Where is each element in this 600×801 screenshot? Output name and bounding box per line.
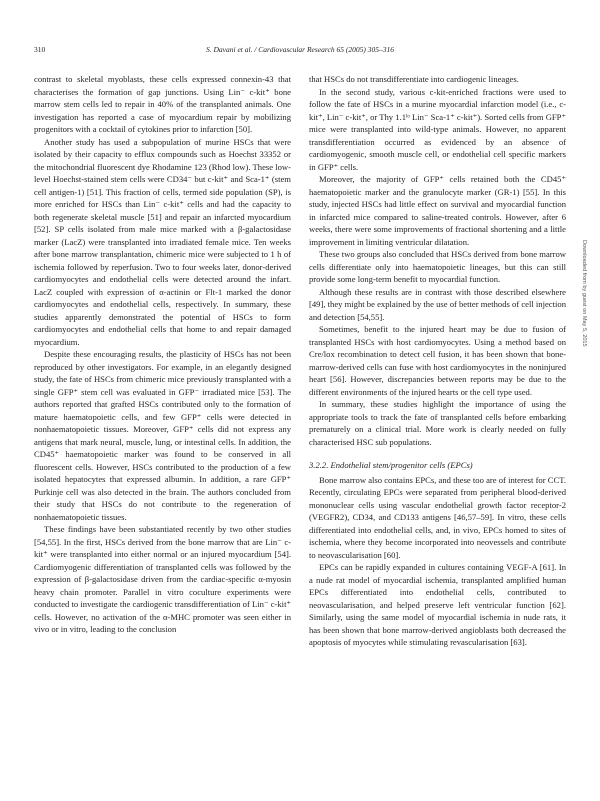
paragraph: that HSCs do not transdifferentiate into cardiogenic lineages. xyxy=(309,74,519,84)
paragraph: Moreover, the majority of GFP⁺ cells retained both the CD45⁺ haematopoietic marker and the granulocyte marker (GR-1) [55]. In this study, injected HSCs had little effect on survival and myocardial function in infarcted mice compared to saline-treated controls. However, after 6 weeks, there were some improvements of fractional shortening and a little improvement in limiting ventricular dilatation. xyxy=(309,174,566,247)
right-column xyxy=(309,73,566,785)
paragraph: These findings have been substantiated recently by two other studies [54,55]. In the first, HSCs derived from the bone marrow that are Lin⁻ c-kit⁺ were transplanted into either normal or an injured myocardium [54]. Cardiomyogenic differentiation of transplanted cells was followed by the expression of β-galactosidase driven from the cardiac-specific α-myosin heavy chain promoter. Parallel in vitro coculture experiments were conducted to investigate the cardiogenic transdifferentiation of Lin⁻ c-kit⁺ cells. However, no activation of the α-MHC promoter was seen either in vivo or in vitro, leading to the conclusion xyxy=(34,524,291,634)
section-heading: 3.2.2. Endothelial stem/progenitor cells (EPCs) xyxy=(309,460,473,470)
paragraph: Although these results are in contrast with those described elsewhere [49], they might be explained by the use of better methods of cell injection and detection [54,55]. xyxy=(309,286,566,322)
page-number: 310 xyxy=(34,45,46,54)
paragraph: Another study has used a subpopulation of murine HSCs that were isolated by their capacity to efflux compounds such as Hoechst 33352 or the mitochondrial fluorescent dye Rhodamine 123 (Rhod low). These low-level Hoechst-stained stem cells were CD34⁻ but c-kit⁺ and Sca-1⁺ (stem cell antigen-1) [51]. This fraction of cells, termed side population (SP), is more enriched for HSCs than Lin⁻ c-kit⁺ cells and had the capacity to both regenerate skeletal muscle [51] and repair an infarcted myocardium [52]. SP cells isolated from male mice marked with a β-galactosidase marker (LacZ) were transplanted into irradiated female mice. Ten weeks after bone marrow transplantation, chimeric mice were subjected to 1 h of ischemia followed by reperfusion. Two to four weeks later, donor-derived cardiomyocytes and endothelial cells were detected around the infart. LacZ coupled with expression of α-actinin or Flt-1 marked the donor cardiomyocytes and endothelial cells, respectively. In summary, these studies apparently demonstrated the potential of HSCs to form cardiomyocytes and endothelial cells that home to and repair damaged myocardium. xyxy=(34,136,291,347)
running-header xyxy=(34,45,566,57)
left-column xyxy=(34,73,291,785)
paragraph: Sometimes, benefit to the injured heart may be due to fusion of transplanted HSCs with host cardiomyocytes. Using a method based on Cre/lox recombination to detect cell fusion, it has been shown that bone-marrow-derived cells can fuse with host cardiomyocytes in the noninjured heart [56]. However, discrepancies between reports may be due to the different environments of the injured hearts or the cell type used. xyxy=(309,324,566,397)
paragraph: In the second study, various c-kit-enriched fractions were used to follow the fate of HSCs in a murine myocardial infarction model (i.e., c-kit⁺, Lin⁻ c-kit⁺, or Thy 1.1ˡᵒ Lin⁻ Sca-1⁺ c-kit⁺). Sorted cells from GFP⁺ mice were transplanted into wild-type animals. However, no apparent transdifferentiation occurred as evidenced by an absence of cardiomyogenic, smooth muscle cell, or endothelial cell specific markers in GFP⁺ cells. xyxy=(309,86,566,172)
download-watermark: Downloaded from by guest on May 5, 2015 xyxy=(581,240,587,347)
paragraph: contrast to skeletal myoblasts, these cells expressed connexin-43 that characterises the formation of gap junctions. Using Lin⁻ c-kit⁺ bone marrow stem cells led to repair in 40% of the transplanted animals. One investigation has reported a case of myocardium repair by mobilizing progenitors with a cocktail of cytokines prior to infarction [50]. xyxy=(34,74,291,134)
paragraph: In summary, these studies highlight the importance of using the appropriate tools to track the fate of transplanted cells before embarking prematurely on a clinical trial. More work is clearly needed on fully characterised HSC sub populations. xyxy=(309,399,566,447)
journal-citation: S. Davani et al. / Cardiovascular Research 65 (2005) 305–316 xyxy=(206,45,394,54)
paragraph: These two groups also concluded that HSCs derived from bone marrow cells differentiate only into haematopoietic lineages, but this can still provide some long-term benefit to myocardial function. xyxy=(309,249,566,284)
paragraph: Despite these encouraging results, the plasticity of HSCs has not been reproduced by other investigators. For example, in an elegantly designed study, the fate of HSCs from chimeric mice previously transplanted with a single GFP⁺ stem cell was evaluated in GFP⁻ irradiated mice [53]. The authors reported that grafted HSCs contributed only to the formation of mature haematopoietic cells, and few GFP⁺ cells were detected in nonhaematopoietic tissues. Moreover, GFP⁺ cells did not express any antigens that mark neural, muscle, lung, or intestinal cells. In addition, the CD45⁺ haematopoietic marker was found to be conserved in all fluorescent cells. However, HSCs contributed to the production of a few isolated hepatocytes that expressed albumin. In addition, a rare GFP⁺ Purkinje cell was also detected in the brain. The authors concluded from their study that HSCs do not contribute to the regeneration of nonhaematopoietic tissues. xyxy=(34,349,291,522)
paragraph: Bone marrow also contains EPCs, and these too are of interest for CCT. Recently, circulating EPCs were separated from peripheral blood-derived mononuclear cells using vascular endothelial growth factor receptor-2 (VEGFR2), CD34, and CD133 antigens [46,57–59]. In vitro, these cells differentiated into endothelial cells, and, in vivo, EPCs homed to sites of ischemia, where they become incorporated into neovessels and contribute to neovascularisation [60]. xyxy=(309,474,566,560)
paragraph: EPCs can be rapidly expanded in cultures containing VEGF-A [61]. In a nude rat model of myocardial ischemia, transplanted amplified human EPCs differentiated into endothelial cells, contributed to neovascularisation, and helped preserve left ventricular function [62]. Similarly, using the same model of myocardial ischemia in nude rats, it has been shown that bone marrow-derived angioblasts both decreased the apoptosis of myocytes while stimulating revascularisation [63]. xyxy=(309,562,566,647)
